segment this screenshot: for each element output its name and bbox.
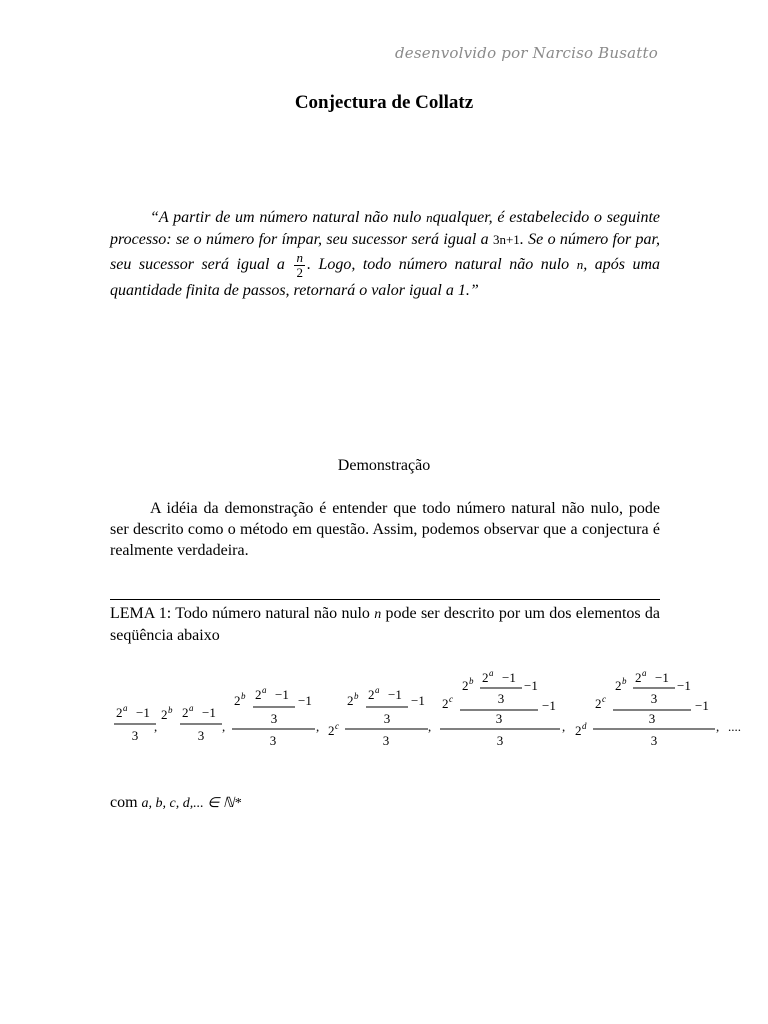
comma: , [428,719,432,734]
base-two: 2 [161,707,168,722]
base-two: 2 [328,723,335,738]
exponent: c [602,694,606,704]
quote-text-5: , após uma quantidade finita de passos, retornará o valor igual a 1.” [110,256,661,299]
exponent: b [622,676,627,686]
denominator-three: 3 [650,691,658,706]
denominator-three: 3 [270,711,278,726]
minus-one: −1 [695,698,709,713]
minus-one: −1 [411,693,425,708]
minus-one: −1 [677,678,691,693]
exponent: b [241,691,246,701]
comma: , [316,719,320,734]
base-two: 2 [442,696,449,711]
exponent: a [642,668,647,678]
conjecture-quote [110,207,660,302]
denominator-three: 3 [650,733,658,748]
comma: , [222,719,226,734]
minus-one: −1 [542,698,556,713]
quote-text-1: “A partir de um número natural não nulo [150,209,422,226]
horizontal-rule [110,599,660,600]
math-fraction-n-over-2 [294,251,305,280]
denominator-three: 3 [382,733,390,748]
base-two: 2 [615,678,622,693]
minus-one: −1 [524,678,538,693]
comma: , [562,719,566,734]
base-two: 2 [116,705,123,720]
denominator-three: 3 [496,733,504,748]
exponent: a [262,685,267,695]
section-heading: Demonstração [337,457,431,474]
exponent: b [469,676,474,686]
base-two: 2 [182,705,189,720]
quote-text-3: . Se o número for par, seu sucessor será igual a [110,231,661,274]
exponent: a [489,668,494,678]
lemma-text-2: pode ser descrito por um dos elementos da seqüência abaixo [110,605,661,644]
sequence-svg [110,665,760,755]
exponent: a [189,703,194,713]
math-var-n-2: n [576,257,584,273]
base-two: 2 [462,678,469,693]
demo-text: A idéia da demonstração é entender que todo número natural não nulo, pode ser descrito como o método em questão. Assim, podemos observar que a conjectura é realmente verdadeira. [110,500,660,559]
base-two: 2 [347,693,354,708]
comma: , [154,719,158,734]
base-two: 2 [255,687,262,702]
base-two: 2 [595,696,602,711]
exponent: c [335,721,339,731]
minus-one: −1 [655,670,669,685]
minus-one: −1 [502,670,516,685]
base-two: 2 [635,670,642,685]
denominator-three: 3 [648,711,656,726]
minus-one: −1 [275,687,289,702]
ellipsis: .... [728,719,741,734]
exponent: a [123,703,128,713]
denominator-three: 3 [383,711,391,726]
quote-text-4: . Logo, todo número natural não nulo [306,256,570,274]
denominator-three: 3 [131,728,139,743]
denominator-three: 3 [495,711,503,726]
base-two: 2 [575,723,582,738]
denominator-three: 3 [269,733,277,748]
base-two: 2 [234,693,241,708]
condition-line [110,794,241,812]
math-var-n: n [374,607,382,622]
denominator-three: 3 [497,691,505,706]
exponent: a [375,685,380,695]
base-two: 2 [482,670,489,685]
base-two: 2 [368,687,375,702]
sequence-formula [110,665,760,755]
math-var-n: n [426,210,433,225]
minus-one: −1 [202,705,216,720]
fraction-denominator: 2 [296,265,303,280]
exponent: b [168,705,173,715]
lemma-statement [110,603,660,646]
quote-text-2: qualquer, é estabelecido o seguinte processo: se o número for ímpar, seu sucessor será igual a [110,209,661,248]
exponent: d [582,721,587,731]
comma: , [716,719,720,734]
lemma-text-1: LEMA 1: Todo número natural não nulo [110,605,370,622]
minus-one: −1 [136,705,150,720]
fraction-numerator: n [296,250,303,265]
page-title: Conjectura de Collatz [294,92,474,113]
denominator-three: 3 [197,728,205,743]
com-word: com [110,794,138,811]
math-domain: a, b, c, d,... ∈ ℕ* [141,796,242,811]
exponent: c [449,694,453,704]
header-credit: desenvolvido por Narciso Busatto [394,44,658,62]
demo-paragraph [110,498,660,561]
minus-one: −1 [388,687,402,702]
exponent: b [354,691,359,701]
minus-one: −1 [298,693,312,708]
math-expr-3n-plus-1: 3n+1 [492,232,520,247]
